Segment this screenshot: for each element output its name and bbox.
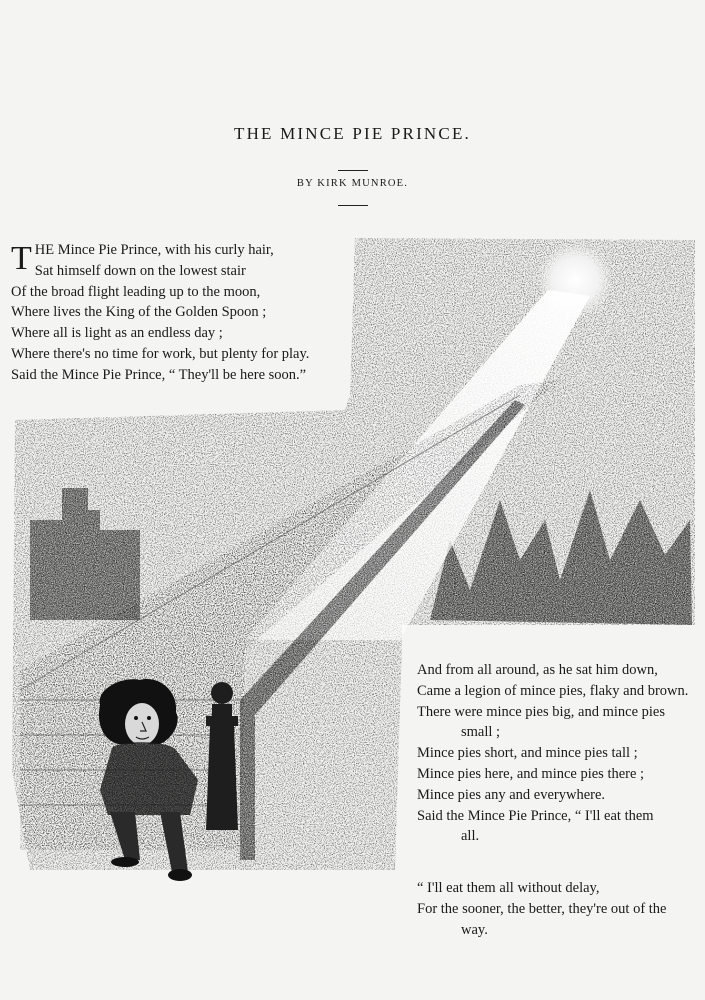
poem-line: all.: [461, 828, 480, 845]
poem-line: “ I'll eat them all without delay,: [417, 880, 600, 896]
poem-stanza-3: [417, 878, 702, 940]
poem-line: Where lives the King of the Golden Spoon ;: [11, 304, 267, 321]
poem-line: way.: [461, 921, 488, 938]
poem-line: Where there's no time for work, but plenty for play.: [11, 345, 310, 362]
author-byline: BY KIRK MUNROE.: [296, 178, 409, 189]
poem-line: Came a legion of mince pies, flaky and brown.: [417, 682, 689, 699]
poem-line: Where all is light as an endless day ;: [11, 325, 223, 342]
poem-line: Mince pies short, and mince pies tall ;: [417, 745, 638, 762]
poem-line: Said the Mince Pie Prince, “ They'll be here soon.”: [11, 366, 307, 383]
article-title: THE MINCE PIE PRINCE.: [234, 124, 471, 143]
poem-line: For the sooner, the better, they're out of the: [417, 900, 667, 917]
poem-stanza-2: [417, 660, 702, 847]
poem-line: There were mince pies big, and mince pies: [417, 703, 666, 720]
poem-line: small ;: [461, 724, 501, 741]
poem-line: And from all around, as he sat him down,: [417, 662, 658, 678]
poem-line: Of the broad flight leading up to the moon,: [11, 283, 261, 300]
poem-line: Mince pies any and everywhere.: [417, 786, 606, 803]
poem-line: Said the Mince Pie Prince, “ I'll eat them: [417, 807, 654, 824]
poem-line: Sat himself down on the lowest stair: [34, 262, 246, 279]
drop-cap: T: [11, 240, 32, 277]
poem-line: HE Mince Pie Prince, with his curly hair,: [34, 242, 274, 258]
poem-stanza-1: [11, 240, 309, 386]
poem-line: Mince pies here, and mince pies there ;: [417, 765, 645, 782]
